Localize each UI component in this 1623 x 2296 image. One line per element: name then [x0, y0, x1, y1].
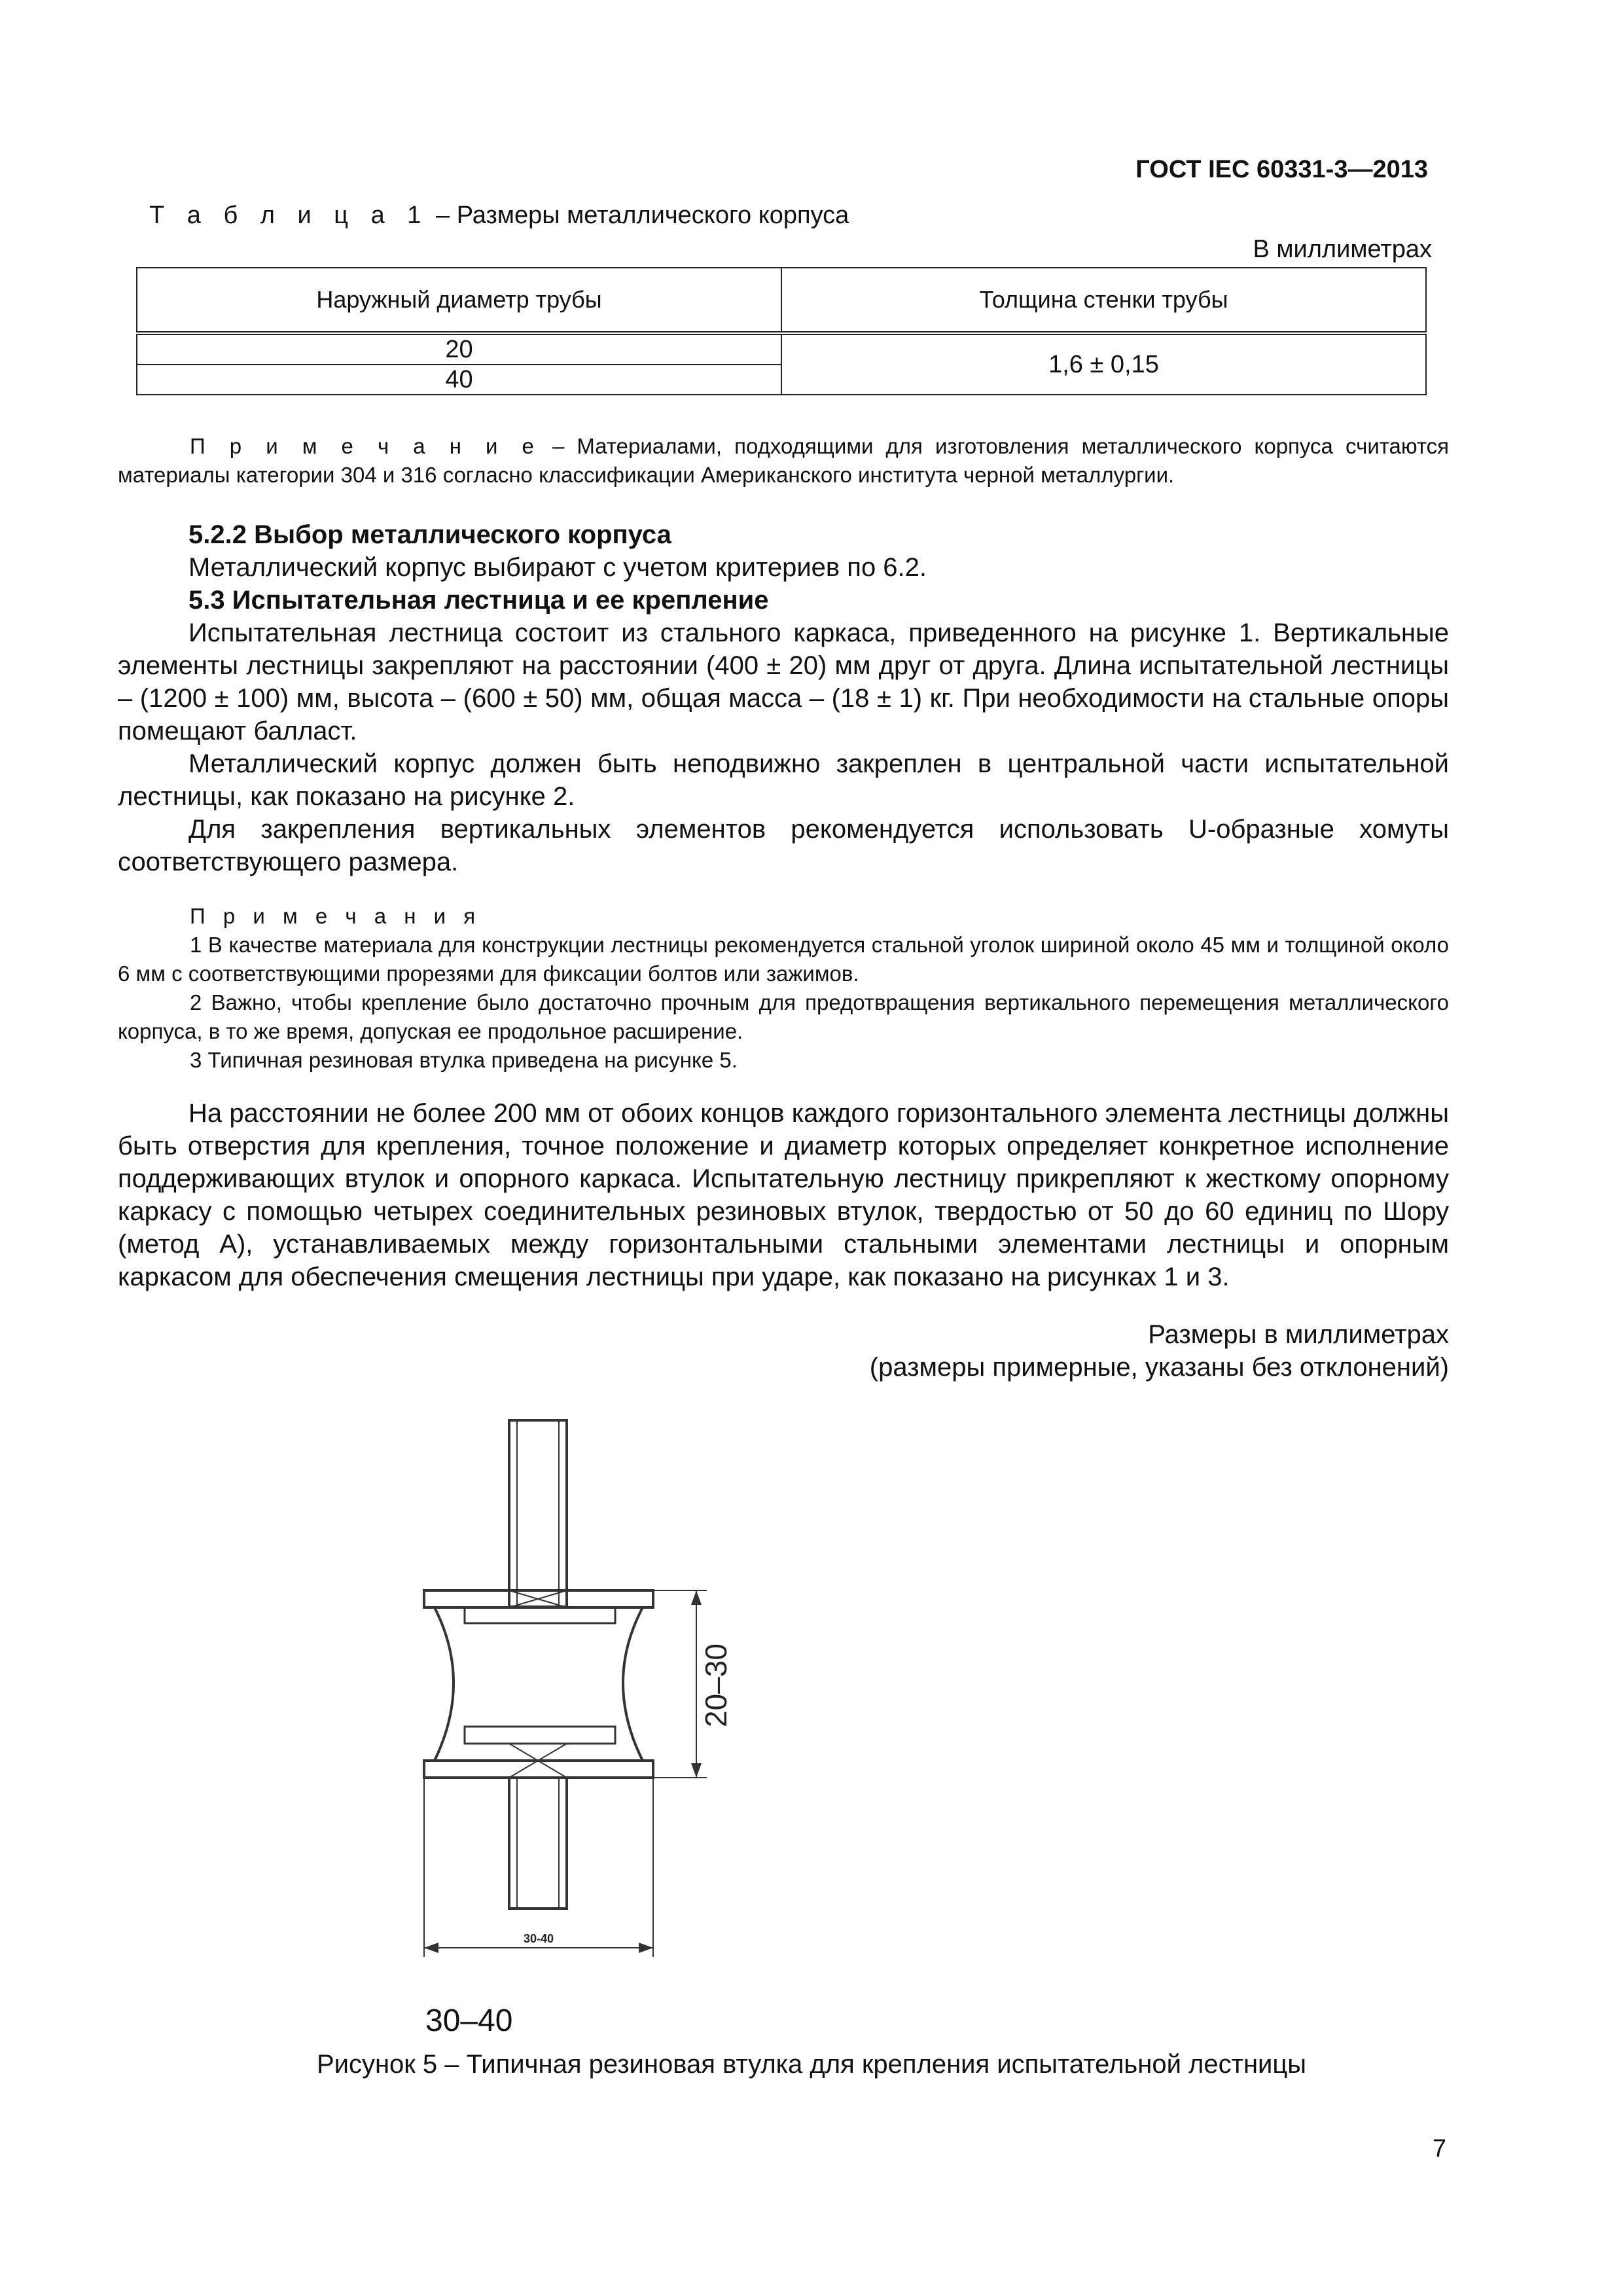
- dimensions-table: [136, 267, 1427, 395]
- table-row: [137, 333, 1426, 365]
- width-label: 30–40: [425, 2003, 513, 2038]
- height-dimension-label: 20–30: [699, 1643, 733, 1727]
- section-heading: 5.3 Испытательная лестница и ее крепление: [188, 586, 769, 615]
- standard-number: ГОСТ IEC 60331-3—2013: [1135, 156, 1428, 183]
- top-stud: [509, 1420, 567, 1607]
- note-item: 3 Типичная резиновая втулка приведена на рисунке 5.: [190, 1048, 738, 1072]
- diameter-cell: 20: [137, 333, 781, 365]
- table-units: В миллиметрах: [1253, 236, 1432, 263]
- table-caption-prefix: Т а б л и ц а 1: [149, 202, 429, 229]
- thickness-cell: 1,6 ± 0,15: [781, 333, 1426, 395]
- paragraph: Испытательная лестница состоит из стального каркаса, приведенного на рисунке 1. Вертикальные элементы лестницы закрепляют на расстоянии (400 ± 20) мм друг от друга. Длина испытательной лестницы – (1200 ± 100) мм, высота – (600 ± 50) мм, общая масса – (18 ± 1) кг. При необходимости на стальные опоры помещают балласт.: [118, 619, 1449, 745]
- notes-label: П р и м е ч а н и я: [190, 904, 482, 928]
- rubber-bushing-drawing: [393, 1394, 759, 1970]
- note-item: 1 В качестве материала для конструкции лестницы рекомендуется стальной уголок шириной около 45 мм и толщиной около 6 мм с соответствующими прорезями для фиксации болтов или зажимов.: [118, 933, 1449, 986]
- rubber-body: [435, 1607, 643, 1761]
- note-label: П р и м е ч а н и е: [190, 434, 540, 458]
- dimensions-note: [870, 1318, 1449, 1384]
- diameter-cell: 40: [137, 365, 781, 395]
- bottom-stud: [509, 1778, 567, 1909]
- note-item: 2 Важно, чтобы крепление было достаточно прочным для предотвращения вертикального перемещения металлического корпуса, в то же время, допуская ее продольное расширение.: [118, 990, 1449, 1043]
- table-caption: [149, 202, 849, 230]
- dimensions-line2: (размеры примерные, указаны без отклонений): [869, 1353, 1449, 1382]
- width-dimension-label-small: 30-40: [523, 1932, 554, 1945]
- dimensions-line1: Размеры в миллиметрах: [1148, 1320, 1449, 1349]
- table-header-row: [137, 268, 1426, 333]
- table-caption-text: – Размеры металлического корпуса: [429, 202, 849, 229]
- figure-caption: Рисунок 5 – Типичная резиновая втулка для крепления испытательной лестницы: [316, 2050, 1307, 2079]
- header-outer-diameter: Наружный диаметр трубы: [137, 268, 781, 333]
- page-number: 7: [1432, 2135, 1446, 2162]
- section-heading: 5.2.2 Выбор металлического корпуса: [188, 520, 671, 549]
- section-5-2-2: [118, 518, 1449, 878]
- table-note: [118, 432, 1449, 490]
- mounting-paragraph: На расстоянии не более 200 мм от обоих концов каждого горизонтального элемента лестницы должны быть отверстия для крепления, точное положение и диаметр которых определяет конкретное исполнение поддерживающих втулок и опорного каркаса. Испытательную лестницу прикрепляют к жесткому опорному каркасу с помощью четырех соединительных резиновых втулок, твердостью от 50 до 60 единиц по Шору (метод А), устанавливаемых между горизонтальными стальными элементами лестницы и опорным каркасом для обеспечения смещения лестницы при ударе, как показано на рисунках 1 и 3.: [118, 1099, 1449, 1291]
- paragraph: Металлический корпус должен быть неподвижно закреплен в центральной части испытательной лестницы, как показано на рисунке 2.: [118, 749, 1449, 811]
- notes-block: [118, 902, 1449, 1075]
- paragraph: Для закрепления вертикальных элементов рекомендуется использовать U-образные хомуты соответствующего размера.: [118, 815, 1449, 876]
- note-text: – Материалами, подходящими для изготовления металлического корпуса считаются материалы категории 304 и 316 согласно классификации Американского института черной металлургии.: [118, 434, 1449, 487]
- header-wall-thickness: Толщина стенки трубы: [781, 268, 1426, 333]
- paragraph: Металлический корпус выбирают с учетом критериев по 6.2.: [188, 553, 927, 582]
- bottom-plate: [424, 1761, 653, 1778]
